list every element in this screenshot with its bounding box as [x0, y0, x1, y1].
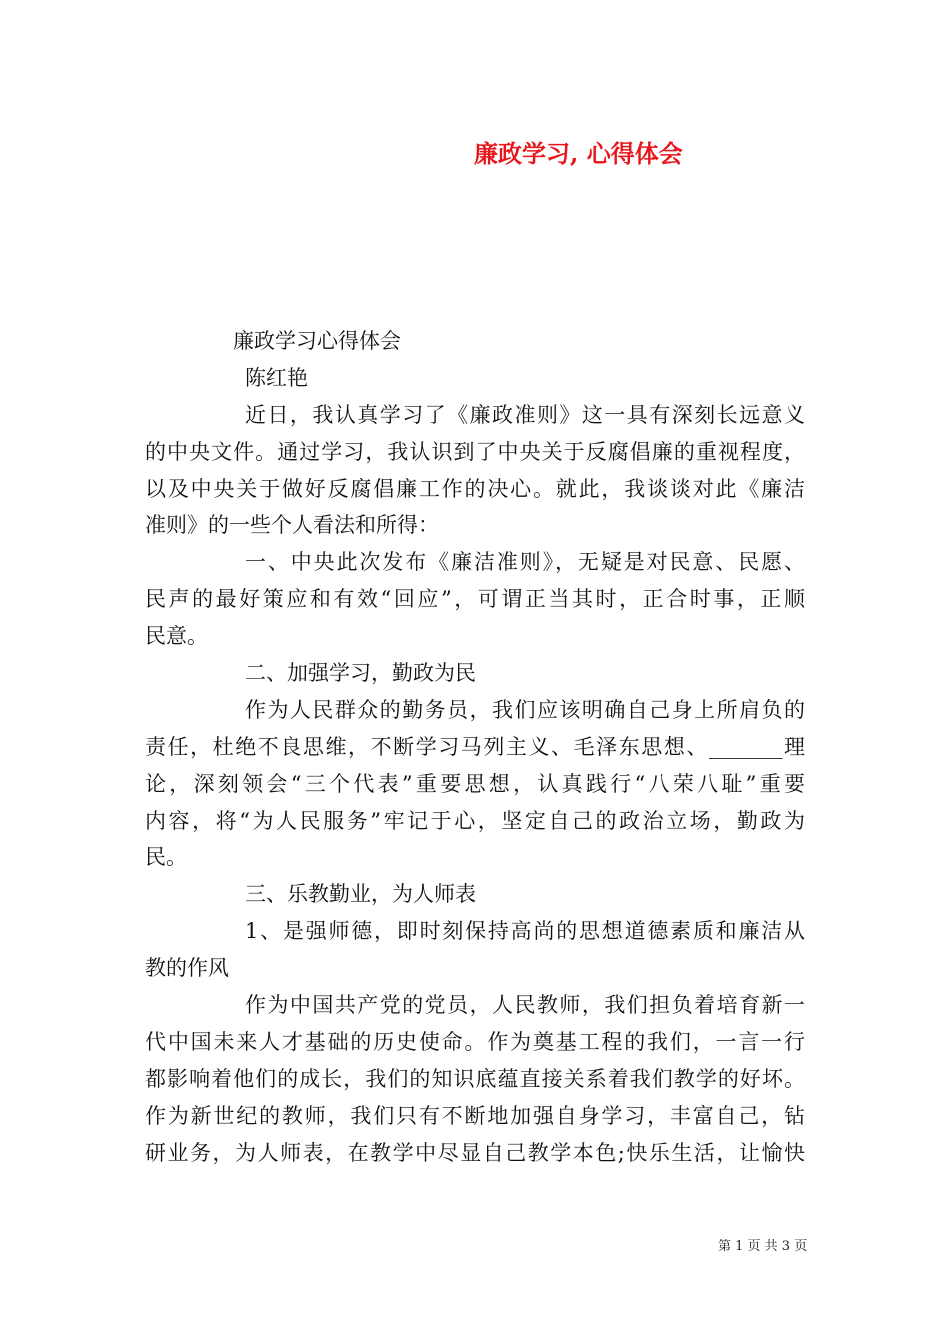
body-line: 都影响着他们的成长，我们的知识底蕴直接关系着我们教学的好坏。 [145, 1066, 805, 1091]
body-line: 准则》的一些个人看法和所得： [145, 513, 439, 538]
body-line-author: 陈红艳 [245, 365, 308, 390]
body-line: 论，深刻领会“三个代表”重要思想，认真践行“八荣八耻”重要 [145, 771, 805, 796]
document-body [145, 323, 805, 1171]
body-line: 近日，我认真学习了《廉政准则》这一具有深刻长远意义 [245, 402, 805, 427]
body-line-heading: 廉政学习心得体会 [233, 329, 401, 353]
body-line: 以及中央关于做好反腐倡廉工作的决心。就此，我谈谈对此《廉洁 [145, 476, 805, 501]
document-title: 廉政学习, 心得体会 [474, 139, 683, 168]
body-line: 研业务，为人师表，在教学中尽显自己教学本色;快乐生活，让愉快 [145, 1140, 805, 1165]
body-line: 作为中国共产党的党员，人民教师，我们担负着培育新一 [245, 993, 805, 1018]
body-line: 民声的最好策应和有效“回应”，可谓正当其时，正合时事，正顺 [145, 587, 805, 612]
page-indicator: 第 1 页 共 3 页 [718, 1239, 808, 1254]
body-line: 民。 [145, 845, 187, 870]
body-line: 内容，将“为人民服务”牢记于心，坚定自己的政治立场，勤政为 [145, 808, 805, 833]
body-line: 责任，杜绝不良思维，不断学习马列主义、毛泽东思想、_______理 [145, 734, 805, 759]
body-line: 代中国未来人才基础的历史使命。作为奠基工程的我们，一言一行 [145, 1029, 805, 1054]
body-line: 作为新世纪的教师，我们只有不断地加强自身学习，丰富自己，钻 [145, 1103, 805, 1128]
body-line: 教的作风 [145, 956, 229, 981]
body-line: 民意。 [145, 624, 208, 649]
section-heading: 二、加强学习，勤政为民 [245, 661, 476, 686]
section-heading: 三、乐教勤业，为人师表 [245, 882, 476, 907]
body-line: 的中央文件。通过学习，我认识到了中央关于反腐倡廉的重视程度， [145, 439, 805, 464]
body-line: 1、是强师德，即时刻保持高尚的思想道德素质和廉洁从 [245, 919, 805, 944]
body-line: 一、中央此次发布《廉洁准则》，无疑是对民意、民愿、 [245, 550, 805, 575]
body-line: 作为人民群众的勤务员，我们应该明确自己身上所肩负的 [245, 697, 805, 722]
